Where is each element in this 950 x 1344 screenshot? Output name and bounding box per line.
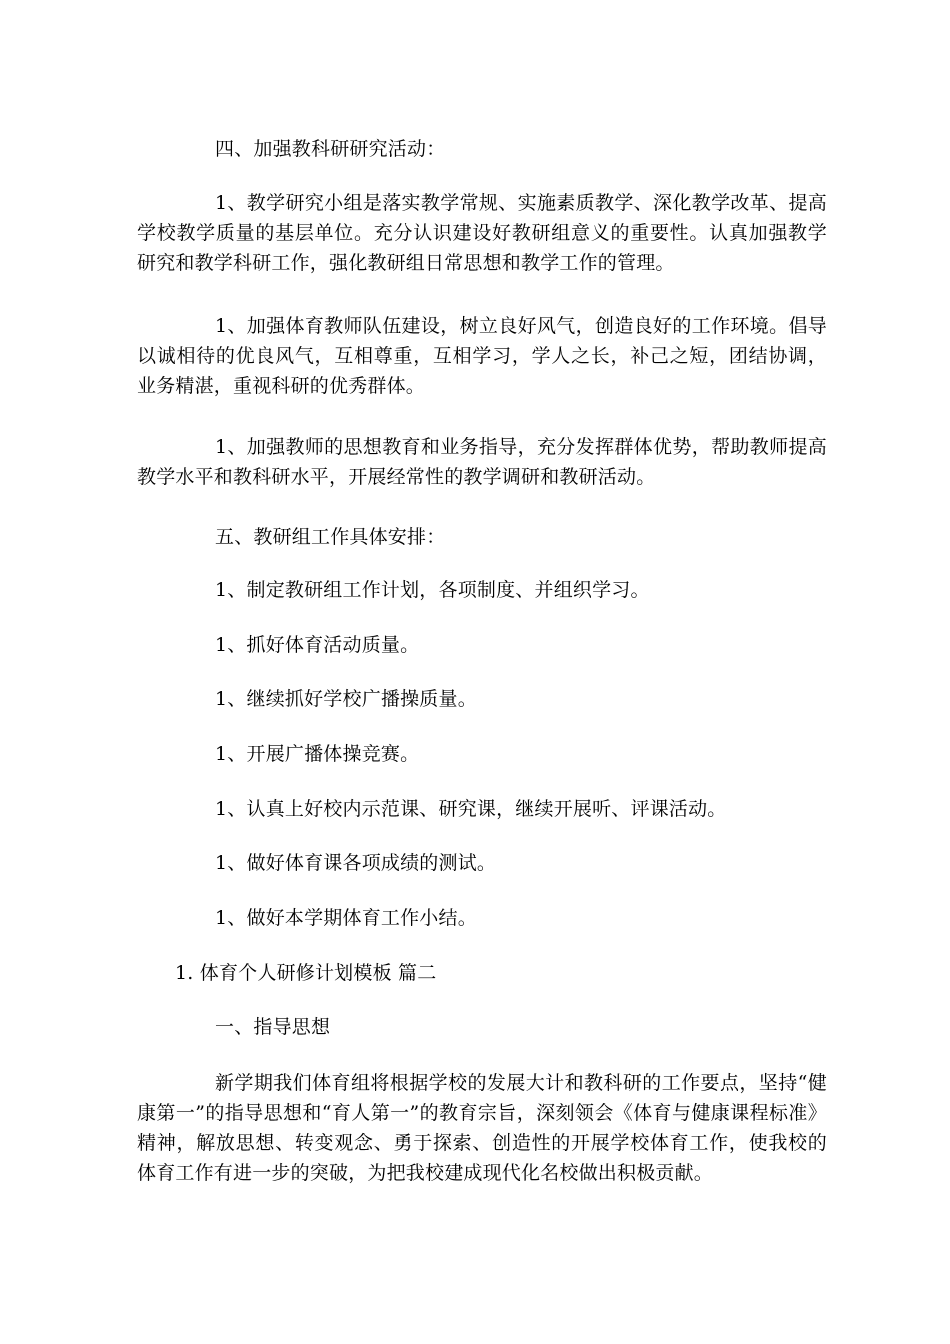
section-heading-guiding-thought: 一、指导思想 xyxy=(215,1016,331,1038)
section-heading-five: 五、教研组工作具体安排： xyxy=(215,526,446,548)
list-item: 1、做好本学期体育工作小结。 xyxy=(215,907,477,929)
list-item: 1、抓好体育活动质量。 xyxy=(215,634,420,656)
list-item: 1、继续抓好学校广播操质量。 xyxy=(215,688,477,710)
section-heading-four: 四、加强教科研研究活动： xyxy=(215,138,446,160)
paragraph-guiding-thought: 新学期我们体育组将根据学校的发展大计和教科研的工作要点，坚持“健康第一”的指导思想和“育人第一”的教育宗旨，深刻领会《体育与健康课程标准》精神，解放思想、转变观念、勇于探索、创造性的开展学校体育工作，使我校的体育工作有进一步的突破，为把我校建成现代化名校做出积极贡献。 xyxy=(137,1072,827,1184)
paragraph-teaching-research-group: 1、教学研究小组是落实教学常规、实施素质教学、深化教学改革、提高学校教学质量的基层单位。充分认识建设好教研组意义的重要性。认真加强教学研究和教学科研工作，强化教研组日常思想和教学工作的管理。 xyxy=(137,192,827,274)
list-item: 1、做好体育课各项成绩的测试。 xyxy=(215,852,497,874)
list-item: 1、开展广播体操竞赛。 xyxy=(215,743,420,765)
paragraph-teacher-team: 1、加强体育教师队伍建设，树立良好风气，创造良好的工作环境。倡导以诚相待的优良风气，互相尊重，互相学习，学人之长，补己之短，团结协调，业务精湛，重视科研的优秀群体。 xyxy=(137,315,827,397)
paragraph-teacher-guidance: 1、加强教师的思想教育和业务指导，充分发挥群体优势，帮助教师提高教学水平和教科研水平，开展经常性的教学调研和教研活动。 xyxy=(137,436,827,488)
list-item: 1、认真上好校内示范课、研究课，继续开展听、评课活动。 xyxy=(215,798,727,820)
list-item: 1、制定教研组工作计划，各项制度、并组织学习。 xyxy=(215,579,650,601)
part-two-title: 1. 体育个人研修计划模板 篇二 xyxy=(175,962,437,984)
